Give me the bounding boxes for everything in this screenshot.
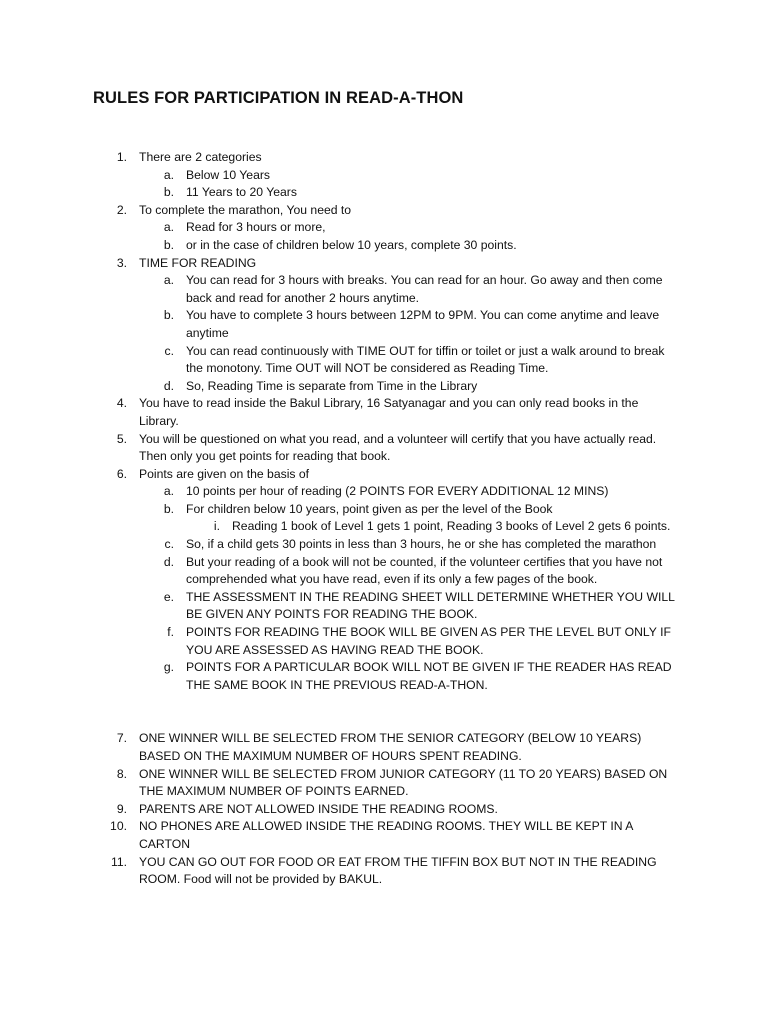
sub-rule-item <box>0 536 676 554</box>
sub-rule-item <box>0 483 676 501</box>
sub-rule-text: For children below 10 years, point given as per the level of the Book <box>186 501 553 516</box>
rule-text: Points are given on the basis of <box>139 466 310 481</box>
sub-rule-text: Below 10 Years <box>186 167 271 182</box>
sub-rule-text: 11 Years to 20 Years <box>186 185 297 200</box>
sub-rule-letter: g. <box>163 660 174 675</box>
rule-number: 1. <box>116 150 127 164</box>
sub-rule-letter: b. <box>163 237 174 252</box>
sub-rule-item <box>0 501 676 519</box>
sub-rule-text: 10 points per hour of reading (2 POINTS FOR EVERY ADDITIONAL 12 MINS) <box>186 484 609 499</box>
rule-text: NO PHONES ARE ALLOWED INSIDE THE READING ROOMS. THEY WILL BE KEPT IN A CARTON <box>139 819 633 851</box>
rule-number: 4. <box>116 396 127 411</box>
rule-text: ONE WINNER WILL BE SELECTED FROM JUNIOR CATEGORY (11 TO 20 YEARS) BASED ON THE MAXIMUM NUMBER OF POINTS EARNED. <box>139 766 668 799</box>
sub-rule-item <box>0 307 676 342</box>
sub-rule-text: or in the case of children below 10 years, complete 30 points. <box>186 237 517 252</box>
rules-list <box>0 149 768 889</box>
rule-text: There are 2 categories <box>139 150 262 164</box>
rule-item <box>0 466 679 484</box>
sub-rule-text: You have to complete 3 hours between 12PM to 9PM. You can come anytime and leave anytime <box>186 308 660 340</box>
rule-text: PARENTS ARE NOT ALLOWED INSIDE THE READING ROOMS. <box>139 801 498 816</box>
sub-rule-item <box>0 219 676 237</box>
sub-rule-letter: e. <box>163 589 174 604</box>
sub-rule-letter: f. <box>167 625 174 640</box>
sub-rule-item <box>0 184 676 202</box>
document-title: RULES FOR PARTICIPATION IN READ-A-THON <box>93 89 464 107</box>
rule-item <box>0 801 679 819</box>
rule-number: 10. <box>110 819 127 834</box>
rule-text: TIME FOR READING <box>139 255 257 270</box>
rule-item <box>0 818 679 853</box>
sub-sub-rule-numeral: i. <box>213 519 220 534</box>
rule-item <box>0 202 679 220</box>
rule-number: 2. <box>116 202 127 217</box>
rule-number: 3. <box>116 255 127 270</box>
sub-rule-item <box>0 378 676 396</box>
sub-rule-item <box>0 343 676 378</box>
sub-rule-letter: c. <box>164 537 174 552</box>
sub-rule-letter: d. <box>163 554 174 569</box>
rule-item <box>0 854 679 889</box>
rule-number: 8. <box>116 766 127 781</box>
rule-text: YOU CAN GO OUT FOR FOOD OR EAT FROM THE TIFFIN BOX BUT NOT IN THE READING ROOM. Food will not be provided by BAKUL. <box>139 854 657 887</box>
sub-rule-text: POINTS FOR A PARTICULAR BOOK WILL NOT BE GIVEN IF THE READER HAS READ THE SAME BOOK IN THE PREVIOUS READ-A-THON. <box>186 660 672 692</box>
sub-rule-text: But your reading of a book will not be counted, if the volunteer certifies that you have not comprehended what you have read, even if its only a few pages of the book. <box>186 554 663 587</box>
sub-rule-letter: c. <box>164 343 174 358</box>
rule-number: 5. <box>116 431 127 446</box>
rule-number: 11. <box>110 854 127 869</box>
sub-rule-letter: a. <box>163 273 174 288</box>
sub-rule-letter: a. <box>163 220 174 235</box>
sub-rule-text: Read for 3 hours or more, <box>186 220 326 235</box>
rule-item <box>0 431 679 466</box>
sub-rule-text: You can read for 3 hours with breaks. You can read for an hour. Go away and then come back and read for another 2 hours anytime. <box>186 273 663 305</box>
sub-rule-text: So, if a child gets 30 points in less than 3 hours, he or she has completed the marathon <box>186 537 657 552</box>
sub-rule-letter: b. <box>163 501 174 516</box>
rule-item <box>0 255 679 273</box>
rule-text: ONE WINNER WILL BE SELECTED FROM THE SENIOR CATEGORY (BELOW 10 YEARS) BASED ON THE MAXIMUM NUMBER OF HOURS SPENT READING. <box>139 731 642 763</box>
sub-rule-text: THE ASSESSMENT IN THE READING SHEET WILL DETERMINE WHETHER YOU WILL BE GIVEN ANY POINTS FOR READING THE BOOK. <box>186 589 675 622</box>
rule-number: 7. <box>116 731 127 746</box>
rule-item <box>0 395 679 430</box>
sub-sub-rule-text: Reading 1 book of Level 1 gets 1 point, Reading 3 books of Level 2 gets 6 points. <box>232 519 671 534</box>
sub-rule-text: You can read continuously with TIME OUT for tiffin or toilet or just a walk around to break the monotony. Time OUT will NOT be considered as Reading Time. <box>186 343 665 376</box>
sub-rule-text: POINTS FOR READING THE BOOK WILL BE GIVEN AS PER THE LEVEL BUT ONLY IF YOU ARE ASSESSED AS HAVING READ THE BOOK. <box>186 625 671 657</box>
sub-rule-item <box>0 272 676 307</box>
rule-text: You will be questioned on what you read, and a volunteer will certify that you have actually read. Then only you get points for reading that book. <box>139 431 657 464</box>
sub-rule-item <box>0 589 676 624</box>
rule-item <box>0 766 679 801</box>
sub-rule-item <box>0 659 676 694</box>
rule-item <box>0 730 679 765</box>
rule-text: To complete the marathon, You need to <box>139 202 352 217</box>
section-spacer <box>0 694 768 730</box>
sub-sub-rule-item <box>0 518 676 536</box>
rule-number: 9. <box>116 801 127 816</box>
sub-rule-item <box>0 167 676 185</box>
sub-rule-text: So, Reading Time is separate from Time in the Library <box>186 378 478 393</box>
sub-rule-item <box>0 554 676 589</box>
rule-number: 6. <box>116 466 127 481</box>
sub-rule-item <box>0 624 676 659</box>
sub-rule-letter: b. <box>163 185 174 200</box>
rule-text: You have to read inside the Bakul Library, 16 Satyanagar and you can only read books in the Library. <box>139 396 639 428</box>
sub-rule-letter: a. <box>163 484 174 499</box>
rule-item <box>0 149 679 167</box>
sub-rule-letter: b. <box>163 308 174 323</box>
sub-rule-item <box>0 237 676 255</box>
sub-rule-letter: a. <box>163 167 174 182</box>
sub-rule-letter: d. <box>163 378 174 393</box>
